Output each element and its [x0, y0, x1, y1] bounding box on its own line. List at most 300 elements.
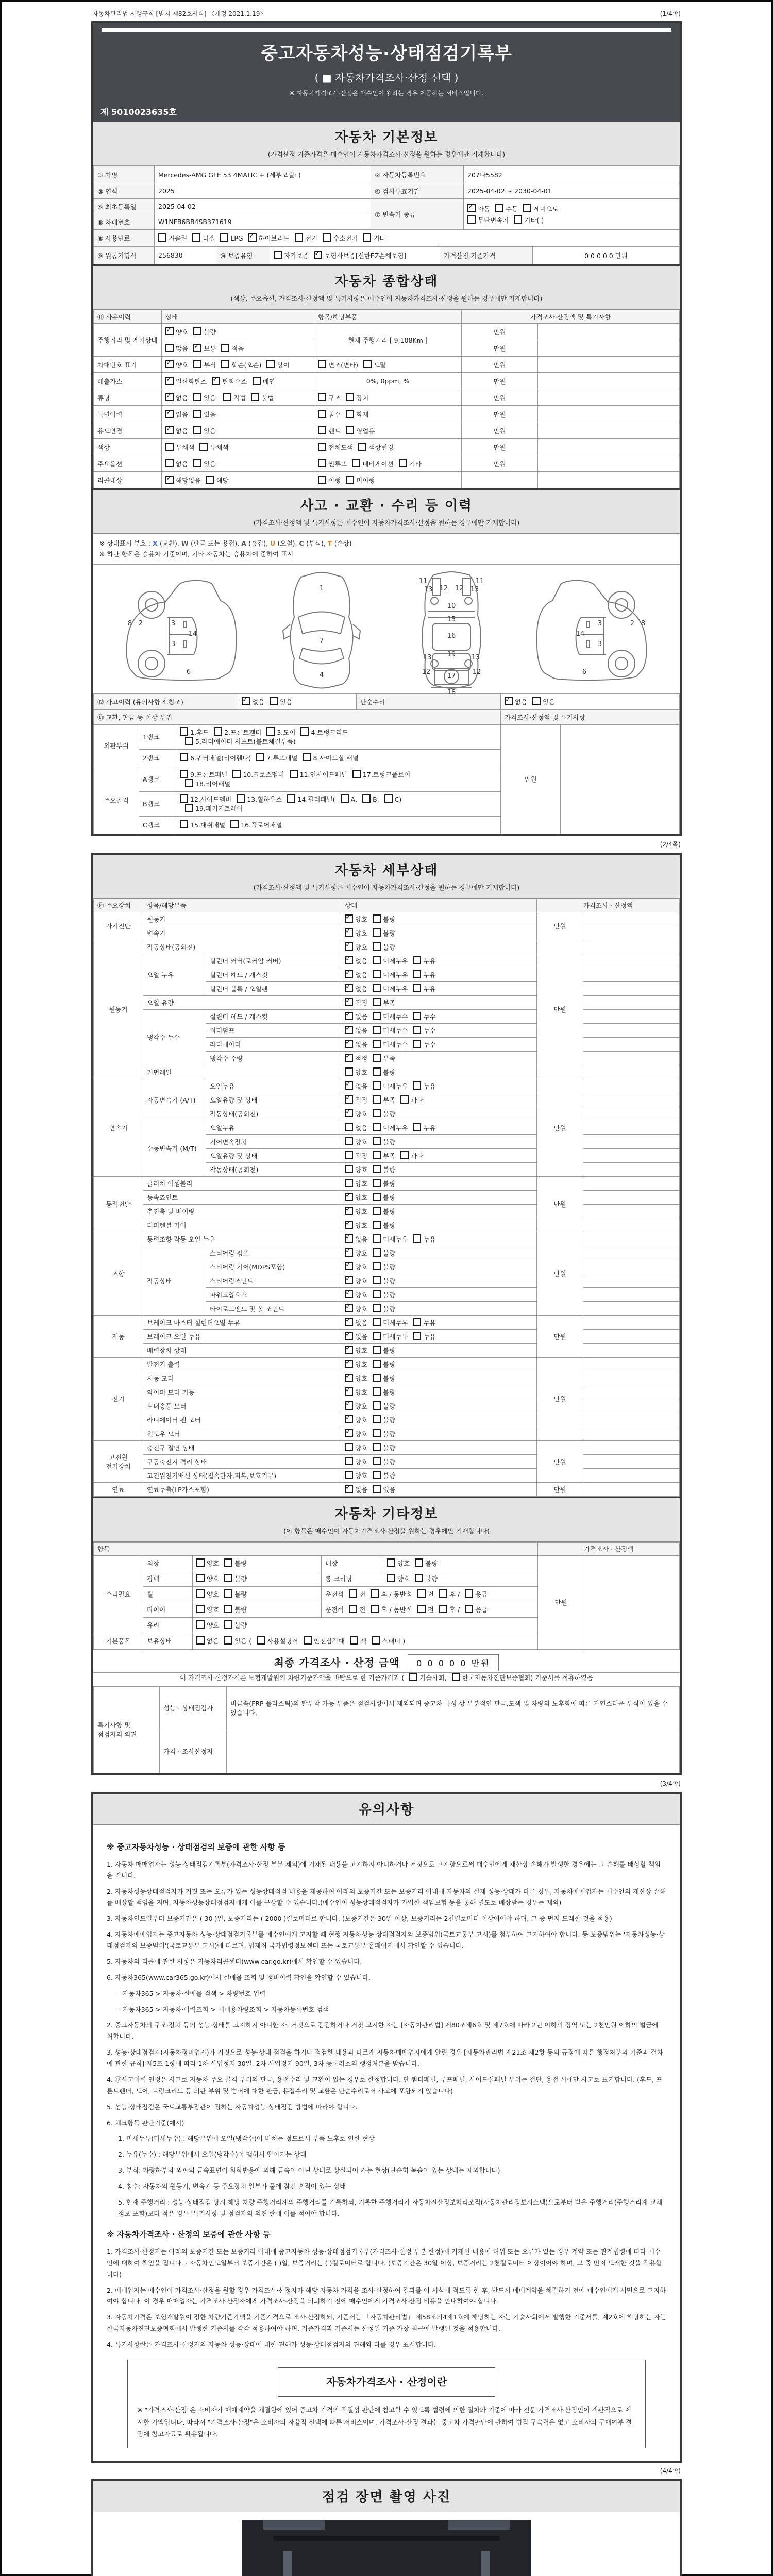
checkbox-양호[interactable]	[345, 1179, 353, 1187]
note-cell	[583, 1065, 680, 1079]
final-price-label: 최종 가격조사 · 산정 금액	[274, 1656, 400, 1669]
checkbox-불량[interactable]	[373, 1374, 381, 1382]
checkbox-불량[interactable]	[224, 1558, 232, 1567]
form-reference-row	[91, 8, 682, 21]
checkbox-label: 미세누유	[383, 1318, 408, 1327]
checkbox-없음[interactable]	[345, 1026, 353, 1034]
option-text: ) 기준서를 적용하였음	[530, 1673, 593, 1682]
checkbox-양호[interactable]	[345, 942, 353, 951]
checkbox-부족[interactable]	[373, 1095, 381, 1104]
checkbox-없음[interactable]	[242, 697, 250, 705]
rank-label: C랭크	[139, 816, 176, 834]
car-diagram-right-side	[533, 568, 662, 690]
checkbox-누수[interactable]	[413, 1026, 421, 1034]
checkbox-부식[interactable]	[193, 360, 201, 368]
panel-number-11: 11	[418, 577, 428, 585]
checkbox-누유[interactable]	[413, 1123, 421, 1131]
checkbox-미세누유[interactable]	[373, 1318, 381, 1326]
checkbox-양호[interactable]	[196, 1558, 205, 1567]
checkbox-label: 불량	[383, 1416, 396, 1424]
rank-label: B랭크	[139, 791, 176, 816]
checkbox-없음[interactable]	[165, 426, 174, 434]
caution-paragraph: 2. 누유(누수) : 해당부위에서 오일(냉각수)이 맺혀서 떨어지는 상태	[118, 2150, 307, 2159]
checkbox-14.필러패널[interactable]	[287, 794, 295, 803]
checkbox-양호[interactable]	[196, 1574, 205, 1582]
checkbox-label: 5.라디에이터 서포트(볼트체결부품)	[195, 738, 296, 745]
checkbox-기타[interactable]	[363, 233, 371, 242]
checkbox-전[interactable]	[417, 1605, 426, 1613]
checkbox-없음[interactable]	[345, 1318, 353, 1326]
checkbox-12.사이드멤버[interactable]	[180, 794, 188, 803]
checkbox-후[interactable]	[439, 1589, 447, 1598]
checkbox-적법[interactable]	[223, 393, 231, 401]
checkbox-양호[interactable]	[345, 1137, 353, 1145]
final-price-amount: 0 0 0 0 0 만원	[408, 1654, 499, 1671]
checkbox-적정[interactable]	[345, 1054, 353, 1062]
etc-sub: (이 항목은 매수인이 자동차가격조사·산정을 원하는 경우에만 기재합니다)	[283, 1527, 490, 1535]
parts-cell: 0%, 0ppm, %	[314, 373, 462, 389]
checkbox-적정[interactable]	[345, 1095, 353, 1104]
checkbox-양호[interactable]	[345, 1067, 353, 1076]
checkbox-누수[interactable]	[413, 1012, 421, 1020]
checkbox-있음[interactable]	[193, 410, 201, 418]
checkbox-불량[interactable]	[373, 1165, 381, 1173]
status-options	[341, 1232, 537, 1246]
checkbox-안전삼각대[interactable]	[304, 1636, 312, 1645]
checkbox-네비게이션[interactable]	[352, 459, 360, 467]
checkbox-양호[interactable]	[345, 1165, 353, 1173]
caution-paragraph: 4. 특기사항란은 가격조사·산정자의 자동차 성능·상태에 대한 견해가 성능·상태점검자의 견해와 다를 경우 표시합니다.	[107, 2341, 436, 2348]
checkbox-매연[interactable]	[253, 377, 261, 385]
checkbox-미세누수[interactable]	[373, 1040, 381, 1048]
checkbox-이행[interactable]	[318, 476, 326, 484]
checkbox-없음[interactable]	[345, 956, 353, 964]
checkbox-없음[interactable]	[345, 1040, 353, 1048]
checkbox-전[interactable]	[349, 1605, 357, 1613]
checkbox-A[interactable]	[341, 794, 349, 803]
checkbox-도말[interactable]	[363, 360, 372, 368]
checkbox-label: 누유	[423, 1235, 436, 1243]
etc-item-label: 내장	[322, 1555, 383, 1571]
option-text: /	[455, 1606, 460, 1614]
checkbox-누유[interactable]	[413, 1332, 421, 1340]
checkbox-19.패키지트레이[interactable]	[185, 804, 193, 812]
parts-options	[314, 422, 462, 439]
damage-basis-note: ※ 하단 항목은 승용차 기준이며, 기타 자동차는 승용차에 준하여 표시	[99, 550, 294, 558]
item-sub-label: 냉각수 누수	[143, 1009, 206, 1065]
checkbox-LPG[interactable]	[220, 233, 228, 242]
panel-number-12: 12	[472, 668, 481, 676]
checkbox-불량[interactable]	[373, 1360, 381, 1368]
checkbox-불량[interactable]	[373, 1401, 381, 1410]
checkbox-13.휠하우스[interactable]	[237, 794, 245, 803]
checkbox-label: 미세누유	[383, 1082, 408, 1090]
usage-history-label: 차대번호 표기	[94, 357, 162, 373]
checkbox-없음[interactable]	[196, 1636, 205, 1645]
rank-label: 2랭크	[139, 749, 176, 767]
checkbox-침수[interactable]	[318, 410, 326, 418]
checkbox-불량[interactable]	[415, 1574, 423, 1582]
checkbox-양호[interactable]	[345, 914, 353, 923]
checkbox-미세누유[interactable]	[373, 1123, 381, 1131]
checkbox-후[interactable]	[371, 1589, 379, 1598]
checkbox-불량[interactable]	[193, 327, 201, 335]
checkbox-렌트[interactable]	[318, 426, 326, 434]
checkbox-누유[interactable]	[413, 970, 421, 978]
checkbox-양호[interactable]	[345, 1346, 353, 1354]
checkbox-가솔린[interactable]	[158, 233, 166, 242]
checkbox-적음[interactable]	[221, 344, 229, 352]
checkbox-스패너[interactable]	[372, 1636, 380, 1645]
checkbox-불량[interactable]	[373, 1429, 381, 1437]
checkbox-불량[interactable]	[415, 1558, 423, 1567]
status-options	[341, 1065, 537, 1079]
checkbox-양호[interactable]	[345, 1401, 353, 1410]
checkbox-없음[interactable]	[165, 459, 174, 467]
checkbox-미세누유[interactable]	[373, 1234, 381, 1243]
checkbox-한국자동차진단보증협회[interactable]	[452, 1673, 460, 1681]
checkbox-누유[interactable]	[413, 984, 421, 992]
checkbox-전[interactable]	[349, 1589, 357, 1598]
checkbox-label: 8.사이드실 패널	[313, 754, 359, 762]
note-cell	[583, 1468, 680, 1482]
checkbox-화재[interactable]	[346, 410, 354, 418]
price-cell: 만원	[462, 389, 538, 406]
checkbox-불량[interactable]	[373, 1415, 381, 1423]
checkbox-무채색[interactable]	[165, 443, 174, 451]
checkbox-불량[interactable]	[373, 1471, 381, 1479]
status-options	[341, 1385, 537, 1399]
checkbox-양호[interactable]	[345, 1304, 353, 1312]
checkbox-불법[interactable]	[251, 393, 259, 401]
checkbox-영업용[interactable]	[346, 426, 354, 434]
item-label: 충전구 절연 상태	[143, 1440, 341, 1454]
status-options	[341, 1134, 537, 1148]
checkbox-썬루프[interactable]	[318, 459, 326, 467]
checkbox-미세누유[interactable]	[373, 1332, 381, 1340]
checkbox-불량[interactable]	[224, 1620, 232, 1629]
checkbox-전[interactable]	[417, 1589, 426, 1598]
checkbox-양호[interactable]	[345, 1109, 353, 1117]
checkbox-불량[interactable]	[373, 1346, 381, 1354]
status-options	[341, 1301, 537, 1315]
device-group-label: 원동기	[94, 940, 143, 1079]
checkbox-전기[interactable]	[295, 233, 303, 242]
item-label: 연료누출(LP가스포함)	[143, 1482, 341, 1496]
basic-info-table-row6	[93, 246, 680, 264]
panel-number-12: 12	[455, 584, 464, 592]
checkbox-미세누유[interactable]	[373, 1081, 381, 1090]
checkbox-훼손(오손)[interactable]	[221, 360, 229, 368]
item-label: 오일유량 및 상태	[206, 1093, 341, 1107]
checkbox-label: 네비게이션	[362, 460, 394, 468]
checkbox-불량[interactable]	[373, 1304, 381, 1312]
checkbox-양호[interactable]	[345, 1193, 353, 1201]
checkbox-누유[interactable]	[413, 956, 421, 964]
checkbox-응급[interactable]	[465, 1605, 473, 1613]
checkbox-6.쿼터패널(리어휀다)[interactable]	[180, 753, 188, 761]
checkbox-불량[interactable]	[373, 928, 381, 937]
checkbox-디젤[interactable]	[192, 233, 200, 242]
checkbox-label: 불량	[383, 929, 396, 937]
panel-number-2: 2	[139, 619, 143, 628]
checkbox-15.대쉬패널[interactable]	[180, 820, 188, 828]
checkbox-label: 일산화탄소	[176, 377, 207, 385]
checkbox-8.사이드실 패널[interactable]	[303, 753, 311, 761]
checkbox-불량[interactable]	[373, 1207, 381, 1215]
checkbox-양호[interactable]	[345, 1443, 353, 1451]
checkbox-일산화탄소[interactable]	[165, 377, 174, 385]
checkbox-응급[interactable]	[465, 1589, 473, 1598]
rank-panel-options	[176, 791, 501, 816]
checkbox-양호[interactable]	[345, 1415, 353, 1423]
option-text: ,	[377, 795, 379, 803]
checkbox-하이브리드[interactable]	[248, 233, 257, 242]
checkbox-미세누수[interactable]	[373, 1026, 381, 1034]
caution-paragraph: 3. 부식: 차량하부와 외판의 금속표면이 화학반응에 의해 금속이 아닌 상태로 상실되어 가는 현상(단순히 녹슬어 있는 상태는 제외합니다)	[118, 2166, 500, 2175]
checkbox-label: 양호	[355, 1374, 368, 1382]
checkbox-없음[interactable]	[505, 697, 513, 705]
checkbox-있음[interactable]	[373, 1485, 381, 1493]
checkbox-양호[interactable]	[165, 327, 174, 335]
note-cell	[538, 422, 680, 439]
checkbox-양호[interactable]	[387, 1558, 395, 1567]
checkbox-없음[interactable]	[165, 393, 174, 401]
checkbox-미이행[interactable]	[346, 476, 354, 484]
checkbox-불량[interactable]	[373, 1262, 381, 1270]
status-options	[341, 1413, 537, 1427]
checkbox-불량[interactable]	[373, 914, 381, 923]
checkbox-해당없음[interactable]	[165, 476, 174, 484]
checkbox-양호[interactable]	[345, 1221, 353, 1229]
checkbox-양호[interactable]	[345, 1276, 353, 1284]
checkbox-유채색[interactable]	[199, 443, 208, 451]
checkbox-미세누유[interactable]	[373, 956, 381, 964]
checkbox-해당[interactable]	[206, 476, 214, 484]
checkbox-불량[interactable]	[373, 1193, 381, 1201]
checkbox-3.도어[interactable]	[266, 727, 275, 736]
checkbox-기타[interactable]	[514, 215, 522, 224]
note-cell	[583, 1274, 680, 1287]
field-label: ① 차명	[94, 166, 155, 183]
checkbox-잭[interactable]	[350, 1636, 358, 1645]
checkbox-양호[interactable]	[345, 1207, 353, 1215]
checkbox-label: 양호	[397, 1560, 410, 1567]
checkbox-B[interactable]	[362, 794, 371, 803]
col-header: ⑪ 사용이력	[94, 310, 162, 324]
checkbox-label: 미세누유	[383, 971, 408, 979]
checkbox-1.후드[interactable]	[180, 727, 188, 736]
checkbox-없음[interactable]	[345, 970, 353, 978]
checkbox-양호[interactable]	[345, 1248, 353, 1257]
checkbox-미세누유[interactable]	[373, 984, 381, 992]
checkbox-18.리어패널[interactable]	[185, 779, 193, 787]
checkbox-전체도색[interactable]	[318, 443, 326, 451]
checkbox-기술사회[interactable]	[409, 1673, 417, 1681]
checkbox-불량[interactable]	[373, 1276, 381, 1284]
checkbox-16.플로어패널[interactable]	[230, 820, 239, 828]
rank-panel-options	[176, 749, 501, 767]
checkbox-있음[interactable]	[532, 697, 541, 705]
checkbox-있음[interactable]	[193, 393, 201, 401]
price-cell: 만원	[537, 912, 583, 940]
checkbox-없음[interactable]	[345, 1332, 353, 1340]
checkbox-미세누유[interactable]	[373, 970, 381, 978]
checkbox-label: 미세누유	[383, 1332, 408, 1341]
checkbox-4.트렁크리드[interactable]	[300, 727, 309, 736]
col-header: ⑭ 주요장치	[94, 899, 143, 912]
checkbox-누유[interactable]	[413, 1081, 421, 1090]
checkbox-적정[interactable]	[345, 1151, 353, 1159]
checkbox-label: 전	[427, 1606, 434, 1614]
checkbox-2.프론트휀더[interactable]	[214, 727, 222, 736]
note-cell	[583, 1343, 680, 1357]
checkbox-양호[interactable]	[345, 1290, 353, 1298]
detail-title: 자동차 세부상태	[334, 862, 439, 878]
item-sub-label: 작동상태	[143, 1246, 206, 1315]
checkbox-있음[interactable]	[193, 426, 201, 434]
checkbox-없음[interactable]	[165, 410, 174, 418]
checkbox-17.트렁크플로어[interactable]	[352, 770, 361, 778]
panel-number-13: 13	[424, 585, 433, 594]
checkbox-불량[interactable]	[373, 1221, 381, 1229]
checkbox-11.인사이드패널[interactable]	[290, 770, 298, 778]
checkbox-불량[interactable]	[373, 1248, 381, 1257]
checkbox-과다[interactable]	[400, 1151, 409, 1159]
checkbox-label: 불량	[383, 1207, 396, 1215]
checkbox-label: 안전삼각대	[313, 1637, 345, 1645]
checkbox-있음[interactable]	[270, 697, 278, 705]
checkbox-label: 14.필러패널	[297, 795, 333, 803]
checkbox-양호[interactable]	[345, 1471, 353, 1479]
checkbox-없음[interactable]	[345, 1485, 353, 1493]
checkbox-상이[interactable]	[266, 360, 275, 368]
checkbox-양호[interactable]	[345, 1457, 353, 1465]
checkbox-후[interactable]	[439, 1605, 447, 1613]
checkbox-탄화수소[interactable]	[212, 377, 220, 385]
checkbox-부족[interactable]	[373, 1054, 381, 1062]
checkbox-5.라디에이터 서포트(볼트체결부품)[interactable]	[185, 737, 193, 745]
checkbox-양호[interactable]	[345, 1429, 353, 1437]
checkbox-label: 상이	[277, 361, 290, 369]
checkbox-불량[interactable]	[224, 1574, 232, 1582]
checkbox-label: 있음	[204, 460, 216, 468]
checkbox-있음[interactable]	[193, 459, 201, 467]
checkbox-없음[interactable]	[345, 1081, 353, 1090]
checkbox-자가보증[interactable]	[274, 251, 282, 259]
checkbox-양호[interactable]	[196, 1605, 205, 1613]
checkbox-양호[interactable]	[196, 1589, 205, 1598]
checkbox-양호[interactable]	[345, 928, 353, 937]
checkbox-양호[interactable]	[345, 1374, 353, 1382]
checkbox-많음[interactable]	[165, 344, 174, 352]
checkbox-불량[interactable]	[373, 942, 381, 951]
checkbox-누수[interactable]	[413, 1040, 421, 1048]
checkbox-색상변경[interactable]	[358, 443, 366, 451]
checkbox-불량[interactable]	[373, 1109, 381, 1117]
checkbox-부족[interactable]	[373, 1151, 381, 1159]
checkbox-C[interactable]	[384, 794, 393, 803]
checkbox-label: 양호	[355, 1430, 368, 1438]
checkbox-불량[interactable]	[373, 1290, 381, 1298]
checkbox-없음[interactable]	[345, 1012, 353, 1020]
checkbox-수소전기[interactable]	[323, 233, 331, 242]
item-label: 원동기	[143, 912, 341, 926]
checkbox-9.프론트패널[interactable]	[180, 770, 188, 778]
checkbox-자동[interactable]	[467, 204, 476, 212]
checkbox-보통[interactable]	[193, 344, 201, 352]
checkbox-있음[interactable]	[224, 1636, 232, 1645]
simple-repair-label: 단순수리	[357, 694, 501, 709]
status-options	[162, 373, 314, 389]
checkbox-부족[interactable]	[373, 998, 381, 1006]
checkbox-양호[interactable]	[345, 1262, 353, 1270]
checkbox-사용설명서[interactable]	[257, 1636, 265, 1645]
checkbox-불량[interactable]	[373, 1387, 381, 1396]
accident-sub: (가격조사·산정액 및 특기사항은 매수인이 자동차가격조사·산정을 원하는 경우에만 기재합니다)	[253, 519, 520, 527]
checkbox-양호[interactable]	[345, 1360, 353, 1368]
checkbox-불량[interactable]	[373, 1179, 381, 1187]
checkbox-누유[interactable]	[413, 1318, 421, 1326]
checkbox-무단변속기[interactable]	[467, 215, 476, 224]
note-cell	[538, 472, 680, 488]
checkbox-없음[interactable]	[345, 984, 353, 992]
checkbox-불량[interactable]	[224, 1605, 232, 1613]
checkbox-불량[interactable]	[224, 1589, 232, 1598]
checkbox-label: 불량	[425, 1575, 438, 1583]
checkbox-불량[interactable]	[373, 1137, 381, 1145]
checkbox-label: 10.크로스멤버	[243, 771, 284, 778]
checkbox-10.크로스멤버[interactable]	[232, 770, 241, 778]
checkbox-없음[interactable]	[345, 1234, 353, 1243]
checkbox-양호[interactable]	[196, 1620, 205, 1629]
checkbox-양호[interactable]	[387, 1574, 395, 1582]
item-label: 기어변속장치	[206, 1134, 341, 1148]
inspection-period-value: 2025-04-02 ~ 2030-04-01	[464, 183, 680, 199]
checkbox-변조(변타)[interactable]	[318, 360, 326, 368]
checkbox-수동[interactable]	[495, 204, 503, 212]
checkbox-미세누수[interactable]	[373, 1012, 381, 1020]
checkbox-누유[interactable]	[413, 1234, 421, 1243]
checkbox-label: 전	[359, 1590, 366, 1598]
checkbox-label: 양호	[355, 1193, 368, 1201]
checkbox-양호[interactable]	[165, 360, 174, 368]
checkbox-후[interactable]	[371, 1605, 379, 1613]
checkbox-세미오토[interactable]	[523, 204, 531, 212]
price-cell: 만원	[537, 1357, 583, 1440]
checkbox-기타[interactable]	[399, 459, 407, 467]
checkbox-label: 누수	[423, 1040, 436, 1048]
col-header: 항목/해당부품	[314, 310, 462, 324]
checkbox-적정[interactable]	[345, 998, 353, 1006]
checkbox-7.루프패널[interactable]	[256, 753, 264, 761]
checkbox-구조[interactable]	[318, 393, 326, 401]
checkbox-보험사보증[interactable]	[314, 251, 322, 259]
item-label: 파워고압호스	[206, 1287, 341, 1301]
checkbox-불량[interactable]	[373, 1443, 381, 1451]
checkbox-양호[interactable]	[345, 1387, 353, 1396]
option-text: )	[400, 1637, 406, 1645]
option-text: 이 가격조사·산정가격은 보험개발원의 차량기준가액을 바탕으로 한 기준가격과 (	[180, 1673, 405, 1682]
status-options	[341, 1274, 537, 1287]
checkbox-없음[interactable]	[345, 1123, 353, 1131]
checkbox-불량[interactable]	[373, 1457, 381, 1465]
checkbox-label: 불량	[383, 1138, 396, 1146]
device-group-label: 고전원 전기장치	[94, 1440, 143, 1482]
checkbox-과다[interactable]	[400, 1095, 409, 1104]
checkbox-장치[interactable]	[346, 393, 354, 401]
checkbox-불량[interactable]	[373, 1067, 381, 1076]
